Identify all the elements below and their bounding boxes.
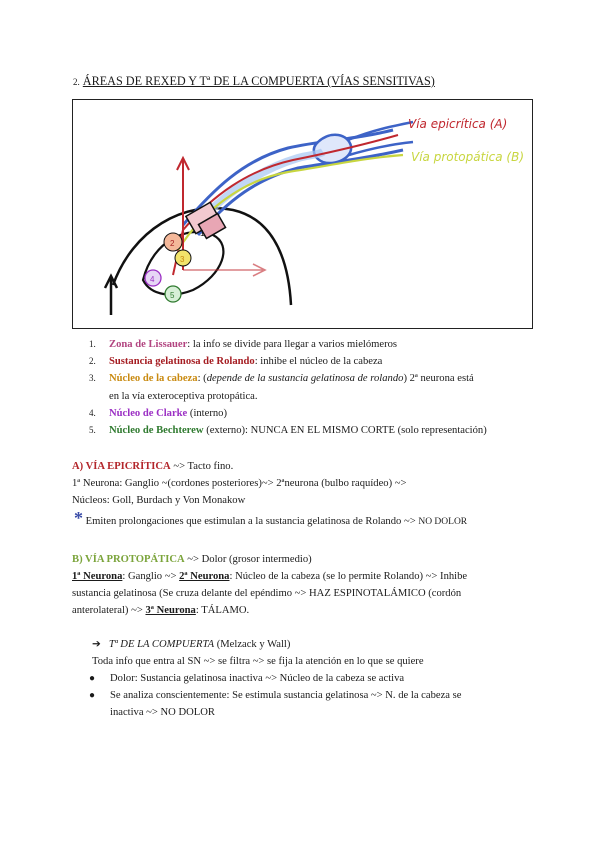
epicritica-heading-line: A) VÍA EPICRÍTICA ~> Tacto fino. <box>72 461 234 472</box>
marker-3: 3 <box>180 255 185 264</box>
red-arrow-horizontal <box>183 264 265 276</box>
marker-2: 2 <box>170 239 175 248</box>
section-number: 2. <box>73 77 80 87</box>
marker-4: 4 <box>150 275 155 284</box>
compuerta-bullet-1: Dolor: Sustancia gelatinosa inactiva ~> Núcleo de la cabeza se activa <box>110 673 405 684</box>
asterisk-icon: * <box>74 508 83 528</box>
compuerta-bullet-2-cont: inactiva ~> NO DOLOR <box>110 707 215 718</box>
compuerta-title: Tª DE LA COMPUERTA <box>108 639 215 650</box>
arrow-right-icon: ➔ <box>92 639 101 650</box>
protopatica-heading-line: B) VÍA PROTOPÁTICA ~> Dolor (grosor intermedio) <box>72 554 312 565</box>
black-arrow-up <box>105 276 117 315</box>
epicritica-line-2: Núcleos: Goll, Burdach y Von Monakow <box>72 495 246 506</box>
spinal-cord-diagram <box>72 99 533 329</box>
list-item: 1. Zona de Lissauer: la info se divide para llegar a varios mielómeros <box>89 339 398 350</box>
section-title: ÁREAS DE REXED Y Tª DE LA COMPUERTA (VÍAS SENSITIVAS) <box>82 74 435 88</box>
bullet-icon: ● <box>89 690 96 701</box>
list-item: 5. Núcleo de Bechterew (externo): NUNCA EN EL MISMO CORTE (solo representación) <box>89 425 487 437</box>
marker-5: 5 <box>170 291 175 300</box>
list-item: 3. Núcleo de la cabeza: (depende de la sustancia gelatinosa de rolando) 2ª neurona está en la vía exteroceptiva protopática. <box>89 373 474 402</box>
section-heading <box>73 74 435 89</box>
epicritica-line-1: 1ª Neurona: Ganglio ~(cordones posteriores)~> 2ªneurona (bulbo raquídeo) ~> <box>72 478 407 489</box>
compuerta-heading-line: ➔ Tª DE LA COMPUERTA (Melzack y Wall) <box>92 639 291 650</box>
epicritica-title: A) VÍA EPICRÍTICA <box>72 461 171 472</box>
protopatica-line-1: 1ª Neurona: Ganglio ~> 2ª Neurona: Núcleo de la cabeza (se lo permite Rolando) ~> Inhibe <box>72 571 468 582</box>
protopatica-title: B) VÍA PROTOPÁTICA <box>72 554 185 565</box>
diagram-svg <box>73 100 532 328</box>
marker-1: 1 <box>200 229 205 238</box>
list-item: 4. Núcleo de Clarke (interno) <box>89 407 227 419</box>
label-via-epicritica: Vía epicrítica (A) <box>408 117 508 131</box>
list-item: 2. Sustancia gelatinosa de Rolando: inhibe el núcleo de la cabeza <box>89 356 383 368</box>
bullet-icon: ● <box>89 673 96 684</box>
rexed-areas-list <box>89 336 539 439</box>
compuerta-intro: Toda info que entra al SN ~> se filtra ~> se fija la atención en lo que se quiere <box>92 656 424 667</box>
protopatica-line-2: sustancia gelatinosa (Se cruza delante del epéndimo ~> HAZ ESPINOTALÁMICO (cordón <box>72 588 462 599</box>
protopatica-line-3: anterolateral) ~> 3ª Neurona: TÁLAMO. <box>72 605 250 616</box>
compuerta-bullet-2: Se analiza conscientemente: Se estimula sustancia gelatinosa ~> N. de la cabeza se <box>110 690 462 701</box>
label-via-protopatica: Vía protopática (B) <box>411 150 525 164</box>
dorsal-root-distal <box>348 122 413 155</box>
epicritica-note: * Emiten prolongaciones que estimulan a la sustancia gelatinosa de Rolando ~> NO DOLOR <box>74 508 468 528</box>
